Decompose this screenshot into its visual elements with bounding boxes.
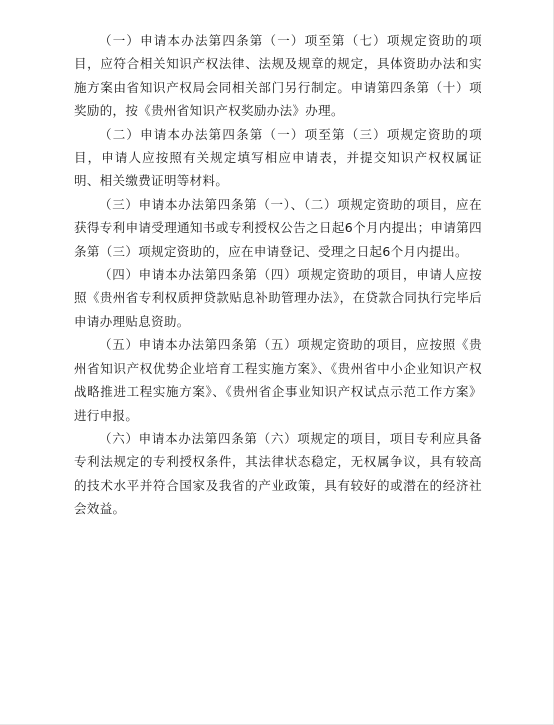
paragraph-6: （六）申请本办法第四条第（六）项规定的项目，项目专利应具备专利法规定的专利授权条件，其法律状态稳定，无权属争议，具有较高的技术水平并符合国家及我省的产业政策，具有较好的或潜在的经济社会效益。 [74, 430, 482, 517]
paragraph-4: （四）申请本办法第四条第（四）项规定资助的项目，申请人应按照《贵州省专利权质押贷款贴息补助管理办法》，在贷款合同执行完毕后申请办理贴息资助。 [74, 267, 482, 329]
paragraph-5: （五）申请本办法第四条第（五）项规定资助的项目，应按照《贵州省知识产权优势企业培育工程实施方案》、《贵州省中小企业知识产权战略推进工程实施方案》、《贵州省企事业知识产权试点示范工作方案》进行申报。 [74, 337, 482, 423]
paragraph-3: （三）申请本办法第四条第（一）、（二）项规定资助的项目，应在获得专利申请受理通知书或专利授权公告之日起6个月内提出；申请第四条第（三）项规定资助的，应在申请登记、受理之日起6个月内提出。 [74, 196, 482, 259]
paragraph-2: （二）申请本办法第四条第（一）项至第（三）项规定资助的项目，申请人应按照有关规定填写相应申请表，并提交知识产权权属证明、相关缴费证明等材料。 [74, 126, 482, 189]
document-body [74, 29, 482, 521]
paragraph-1: （一）申请本办法第四条第（一）项至第（七）项规定资助的项目，应符合相关知识产权法律、法规及规章的规定，具体资助办法和实施方案由省知识产权局会同相关部门另行制定。申请第四条第（十）项奖励的，按《贵州省知识产权奖励办法》办理。 [74, 33, 482, 119]
